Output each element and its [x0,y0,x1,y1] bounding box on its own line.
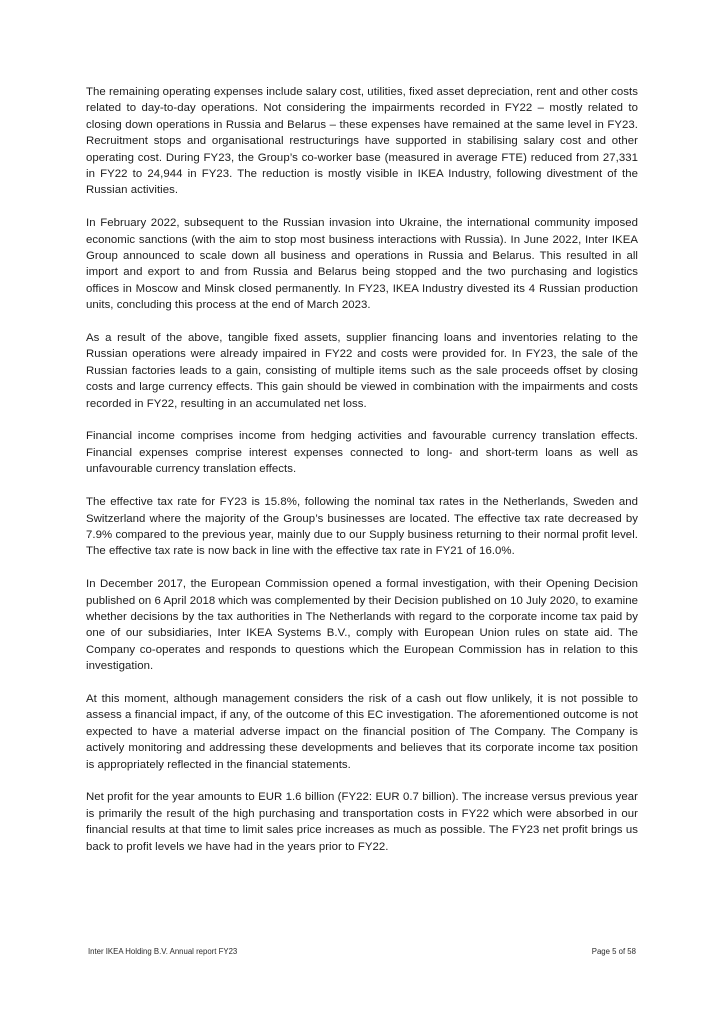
footer-page-number: Page 5 of 58 [591,947,636,956]
footer-report-title: Inter IKEA Holding B.V. Annual report FY23 [88,947,238,956]
document-body [86,84,638,855]
paragraph-net-profit: Net profit for the year amounts to EUR 1.6 billion (FY22: EUR 0.7 billion). The increase versus previous year is primarily the result of the high purchasing and transportation costs in FY22 which were absorbed in our financial results at that time to limit sales price increases as much as possible. The FY23 net profit brings us back to profit levels we have had in the years prior to FY22. [86,791,638,853]
page-footer [88,947,636,957]
paragraph-ec-risk-assessment: At this moment, although management considers the risk of a cash out flow unlikely, it is not possible to assess a financial impact, if any, of the outcome of this EC investigation. The aforementioned outcome is not expected to have a material adverse impact on the financial position of The Company. The Company is actively monitoring and addressing these developments and believes that its corporate income tax position is appropriately reflected in the financial statements. [86,692,638,771]
paragraph-sanctions: In February 2022, subsequent to the Russian invasion into Ukraine, the international community imposed economic sanctions (with the aim to stop most business interactions with Russia). In June 2022, Inter IKEA Group announced to scale down all business and operations in Russia and Belarus. This resulted in all import and export to and from Russia and Belarus being stopped and the two purchasing and logistics offices in Moscow and Minsk closed permanently. In FY23, IKEA Industry divested its 4 Russian production units, concluding this process at the end of March 2023. [86,217,638,312]
paragraph-operating-expenses: The remaining operating expenses include salary cost, utilities, fixed asset depreciation, rent and other costs related to day-to-day operations. Not considering the impairments recorded in FY22 – mostly related to closing down operations in Russia and Belarus – these expenses have remained at the same level in FY23. Recruitment stops and organisational restructurings have supported in stabilising salary cost and other operating cost. During FY23, the Group’s co-worker base (measured in average FTE) reduced from 27,331 in FY22 to 24,944 in FY23. The reduction is mostly visible in IKEA Industry, following divestment of the Russian activities. [86,86,638,197]
paragraph-ec-investigation: In December 2017, the European Commission opened a formal investigation, with their Opening Decision published on 6 April 2018 which was complemented by their Decision published on 10 July 2020, to examine whether decisions by the tax authorities in The Netherlands with regard to the corporate income tax paid by one of our subsidiaries, Inter IKEA Systems B.V., comply with European Union rules on state aid. The Company co-operates and responds to questions which the European Commission has in relation to this investigation. [86,578,638,673]
paragraph-financial-income: Financial income comprises income from hedging activities and favourable currency translation effects. Financial expenses comprise interest expenses connected to long- and short-term loans as well as unfavourable currency translation effects. [86,430,638,476]
paragraph-effective-tax-rate: The effective tax rate for FY23 is 15.8%, following the nominal tax rates in the Netherlands, Sweden and Switzerland where the majority of the Group’s businesses are located. The effective tax rate decreased by 7.9% compared to the previous year, mainly due to our Supply business returning to their normal profit level. The effective tax rate is now back in line with the effective tax rate in FY21 of 16.0%. [86,496,638,558]
paragraph-impairments: As a result of the above, tangible fixed assets, supplier financing loans and inventories relating to the Russian operations were already impaired in FY22 and costs were provided for. In FY23, the sale of the Russian factories leads to a gain, consisting of multiple items such as the sale proceeds offset by closing costs and large currency effects. This gain should be viewed in combination with the impairments and costs recorded in FY22, resulting in an accumulated net loss. [86,332,638,410]
